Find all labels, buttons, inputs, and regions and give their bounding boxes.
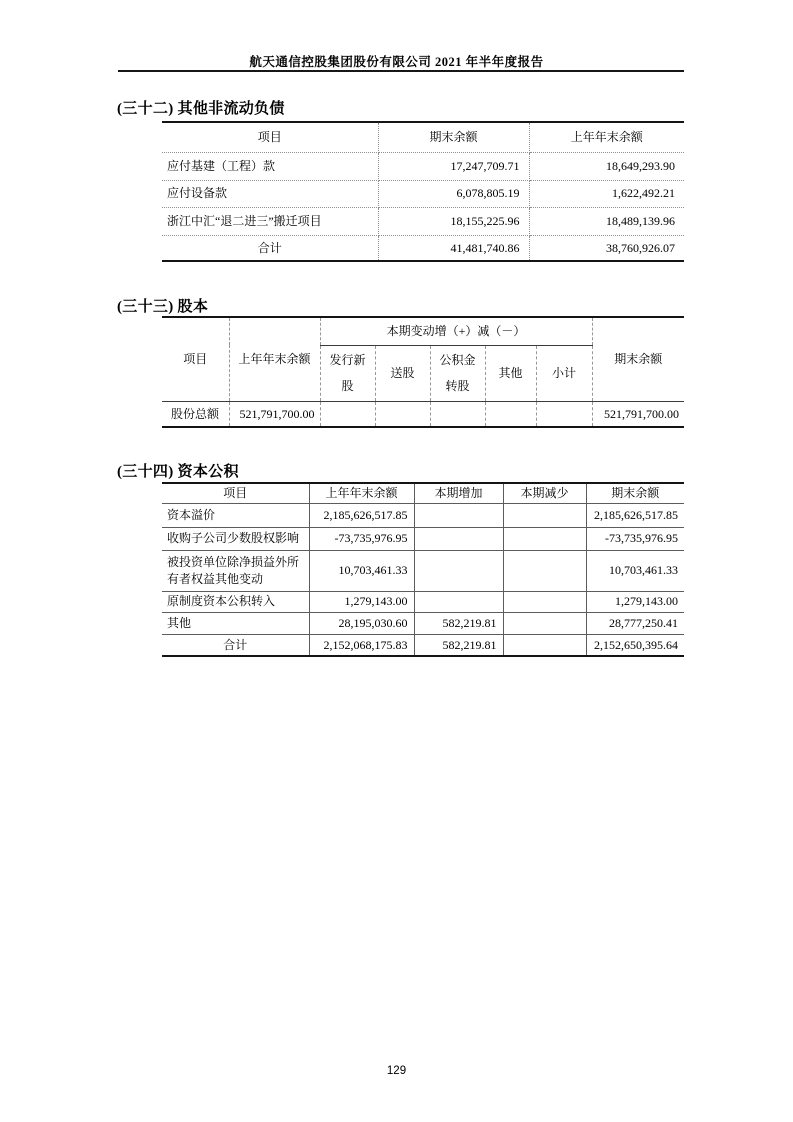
column-header-prior-year-end-balance: 上年年末余额 xyxy=(229,317,320,401)
section-heading-other-noncurrent-liabilities: (三十二) 其他非流动负债 xyxy=(117,101,285,117)
table-row xyxy=(162,591,684,612)
table-row xyxy=(162,612,684,634)
table-row xyxy=(162,207,684,235)
table-row xyxy=(162,527,684,550)
value-cell xyxy=(430,401,485,427)
row-label-cell: 其他 xyxy=(162,612,309,634)
value-cell xyxy=(414,527,503,550)
column-header-reserve-to-shares: 公积金转股 xyxy=(430,345,485,401)
column-header-change-group: 本期变动增（+）减（－） xyxy=(320,317,592,345)
value-cell xyxy=(414,503,503,527)
value-cell: 1,622,492.21 xyxy=(529,180,684,207)
column-header-ending-balance: 期末余额 xyxy=(592,317,684,401)
value-cell: 2,185,626,517.85 xyxy=(309,503,414,527)
table-row xyxy=(162,152,684,180)
value-cell xyxy=(375,401,430,427)
column-header-item: 项目 xyxy=(162,317,229,401)
value-cell: 2,152,650,395.64 xyxy=(594,637,678,652)
total-label-cell: 合计 xyxy=(162,235,378,261)
column-header-prior-year-end-balance: 上年年末余额 xyxy=(529,122,684,152)
value-cell xyxy=(536,401,592,427)
value-cell: 6,078,805.19 xyxy=(378,180,529,207)
value-cell: 521,791,700.00 xyxy=(604,406,680,421)
table-total-row xyxy=(162,634,684,656)
value-cell: 28,195,030.60 xyxy=(309,612,414,634)
value-cell: 521,791,700.00 xyxy=(229,401,320,427)
value-cell xyxy=(320,401,375,427)
value-cell xyxy=(503,612,586,634)
capital-reserve-table xyxy=(162,482,684,657)
value-cell: 2,185,626,517.85 xyxy=(586,503,684,527)
table-total-row xyxy=(162,235,684,261)
page-number: 129 xyxy=(386,1065,407,1077)
column-header-subtotal: 小计 xyxy=(536,345,592,401)
section-heading-share-capital: (三十三) 股本 xyxy=(117,299,209,315)
value-cell: 1,279,143.00 xyxy=(309,591,414,612)
value-cell: 41,481,740.86 xyxy=(378,235,529,261)
row-label-cell: 浙江中汇“退二进三”搬迁项目 xyxy=(162,207,378,235)
column-header-item: 项目 xyxy=(162,122,378,152)
document-header-title: 航天通信控股集团股份有限公司 2021 年半年度报告 xyxy=(249,55,544,69)
row-label-cell: 应付基建（工程）款 xyxy=(162,152,378,180)
value-cell xyxy=(503,591,586,612)
value-cell: -73,735,976.95 xyxy=(309,527,414,550)
table-row xyxy=(162,180,684,207)
table-header-row xyxy=(162,122,684,152)
value-cell: 18,649,293.90 xyxy=(529,152,684,180)
column-header-new-shares-issued: 发行新股 xyxy=(320,345,375,401)
column-header-prior-year-end-balance: 上年年末余额 xyxy=(309,483,414,503)
value-cell: 17,247,709.71 xyxy=(378,152,529,180)
column-header-bonus-shares: 送股 xyxy=(375,345,430,401)
section-heading-capital-reserve: (三十四) 资本公积 xyxy=(117,464,239,480)
other-noncurrent-liabilities-table xyxy=(162,121,684,262)
table-row xyxy=(162,401,684,427)
value-cell xyxy=(503,527,586,550)
table-header-row-group xyxy=(162,317,684,345)
value-cell xyxy=(503,550,586,591)
table-header-row xyxy=(162,483,684,503)
row-label-cell: 应付设备款 xyxy=(162,180,378,207)
column-header-ending-balance: 期末余额 xyxy=(586,483,684,503)
total-label-cell: 合计 xyxy=(162,634,309,656)
header-rule xyxy=(118,70,684,72)
column-header-item: 项目 xyxy=(162,483,309,503)
value-cell: 18,489,139.96 xyxy=(529,207,684,235)
row-label-cell: 被投资单位除净损益外所有者权益其他变动 xyxy=(162,550,309,591)
value-cell: 582,219.81 xyxy=(414,634,503,656)
value-cell: 582,219.81 xyxy=(414,612,503,634)
value-cell xyxy=(503,634,586,656)
column-header-current-decrease: 本期减少 xyxy=(503,483,586,503)
row-label-cell: 原制度资本公积转入 xyxy=(162,591,309,612)
value-cell: 28,777,250.41 xyxy=(586,612,684,634)
value-cell: 2,152,068,175.83 xyxy=(309,634,414,656)
column-header-current-increase: 本期增加 xyxy=(414,483,503,503)
share-capital-table xyxy=(162,316,684,428)
value-cell xyxy=(414,550,503,591)
row-label-cell: 股份总额 xyxy=(162,401,229,427)
column-header-ending-balance: 期末余额 xyxy=(378,122,529,152)
value-cell: -73,735,976.95 xyxy=(586,527,684,550)
value-cell xyxy=(503,503,586,527)
value-cell: 38,760,926.07 xyxy=(606,240,675,255)
value-cell: 1,279,143.00 xyxy=(586,591,684,612)
value-cell xyxy=(485,401,536,427)
value-cell: 10,703,461.33 xyxy=(586,550,684,591)
value-cell: 10,703,461.33 xyxy=(309,550,414,591)
column-header-others: 其他 xyxy=(485,345,536,401)
value-cell xyxy=(414,591,503,612)
row-label-cell: 收购子公司少数股权影响 xyxy=(162,527,309,550)
value-cell: 18,155,225.96 xyxy=(378,207,529,235)
table-row xyxy=(162,503,684,527)
table-row xyxy=(162,550,684,591)
row-label-cell: 资本溢价 xyxy=(162,503,309,527)
